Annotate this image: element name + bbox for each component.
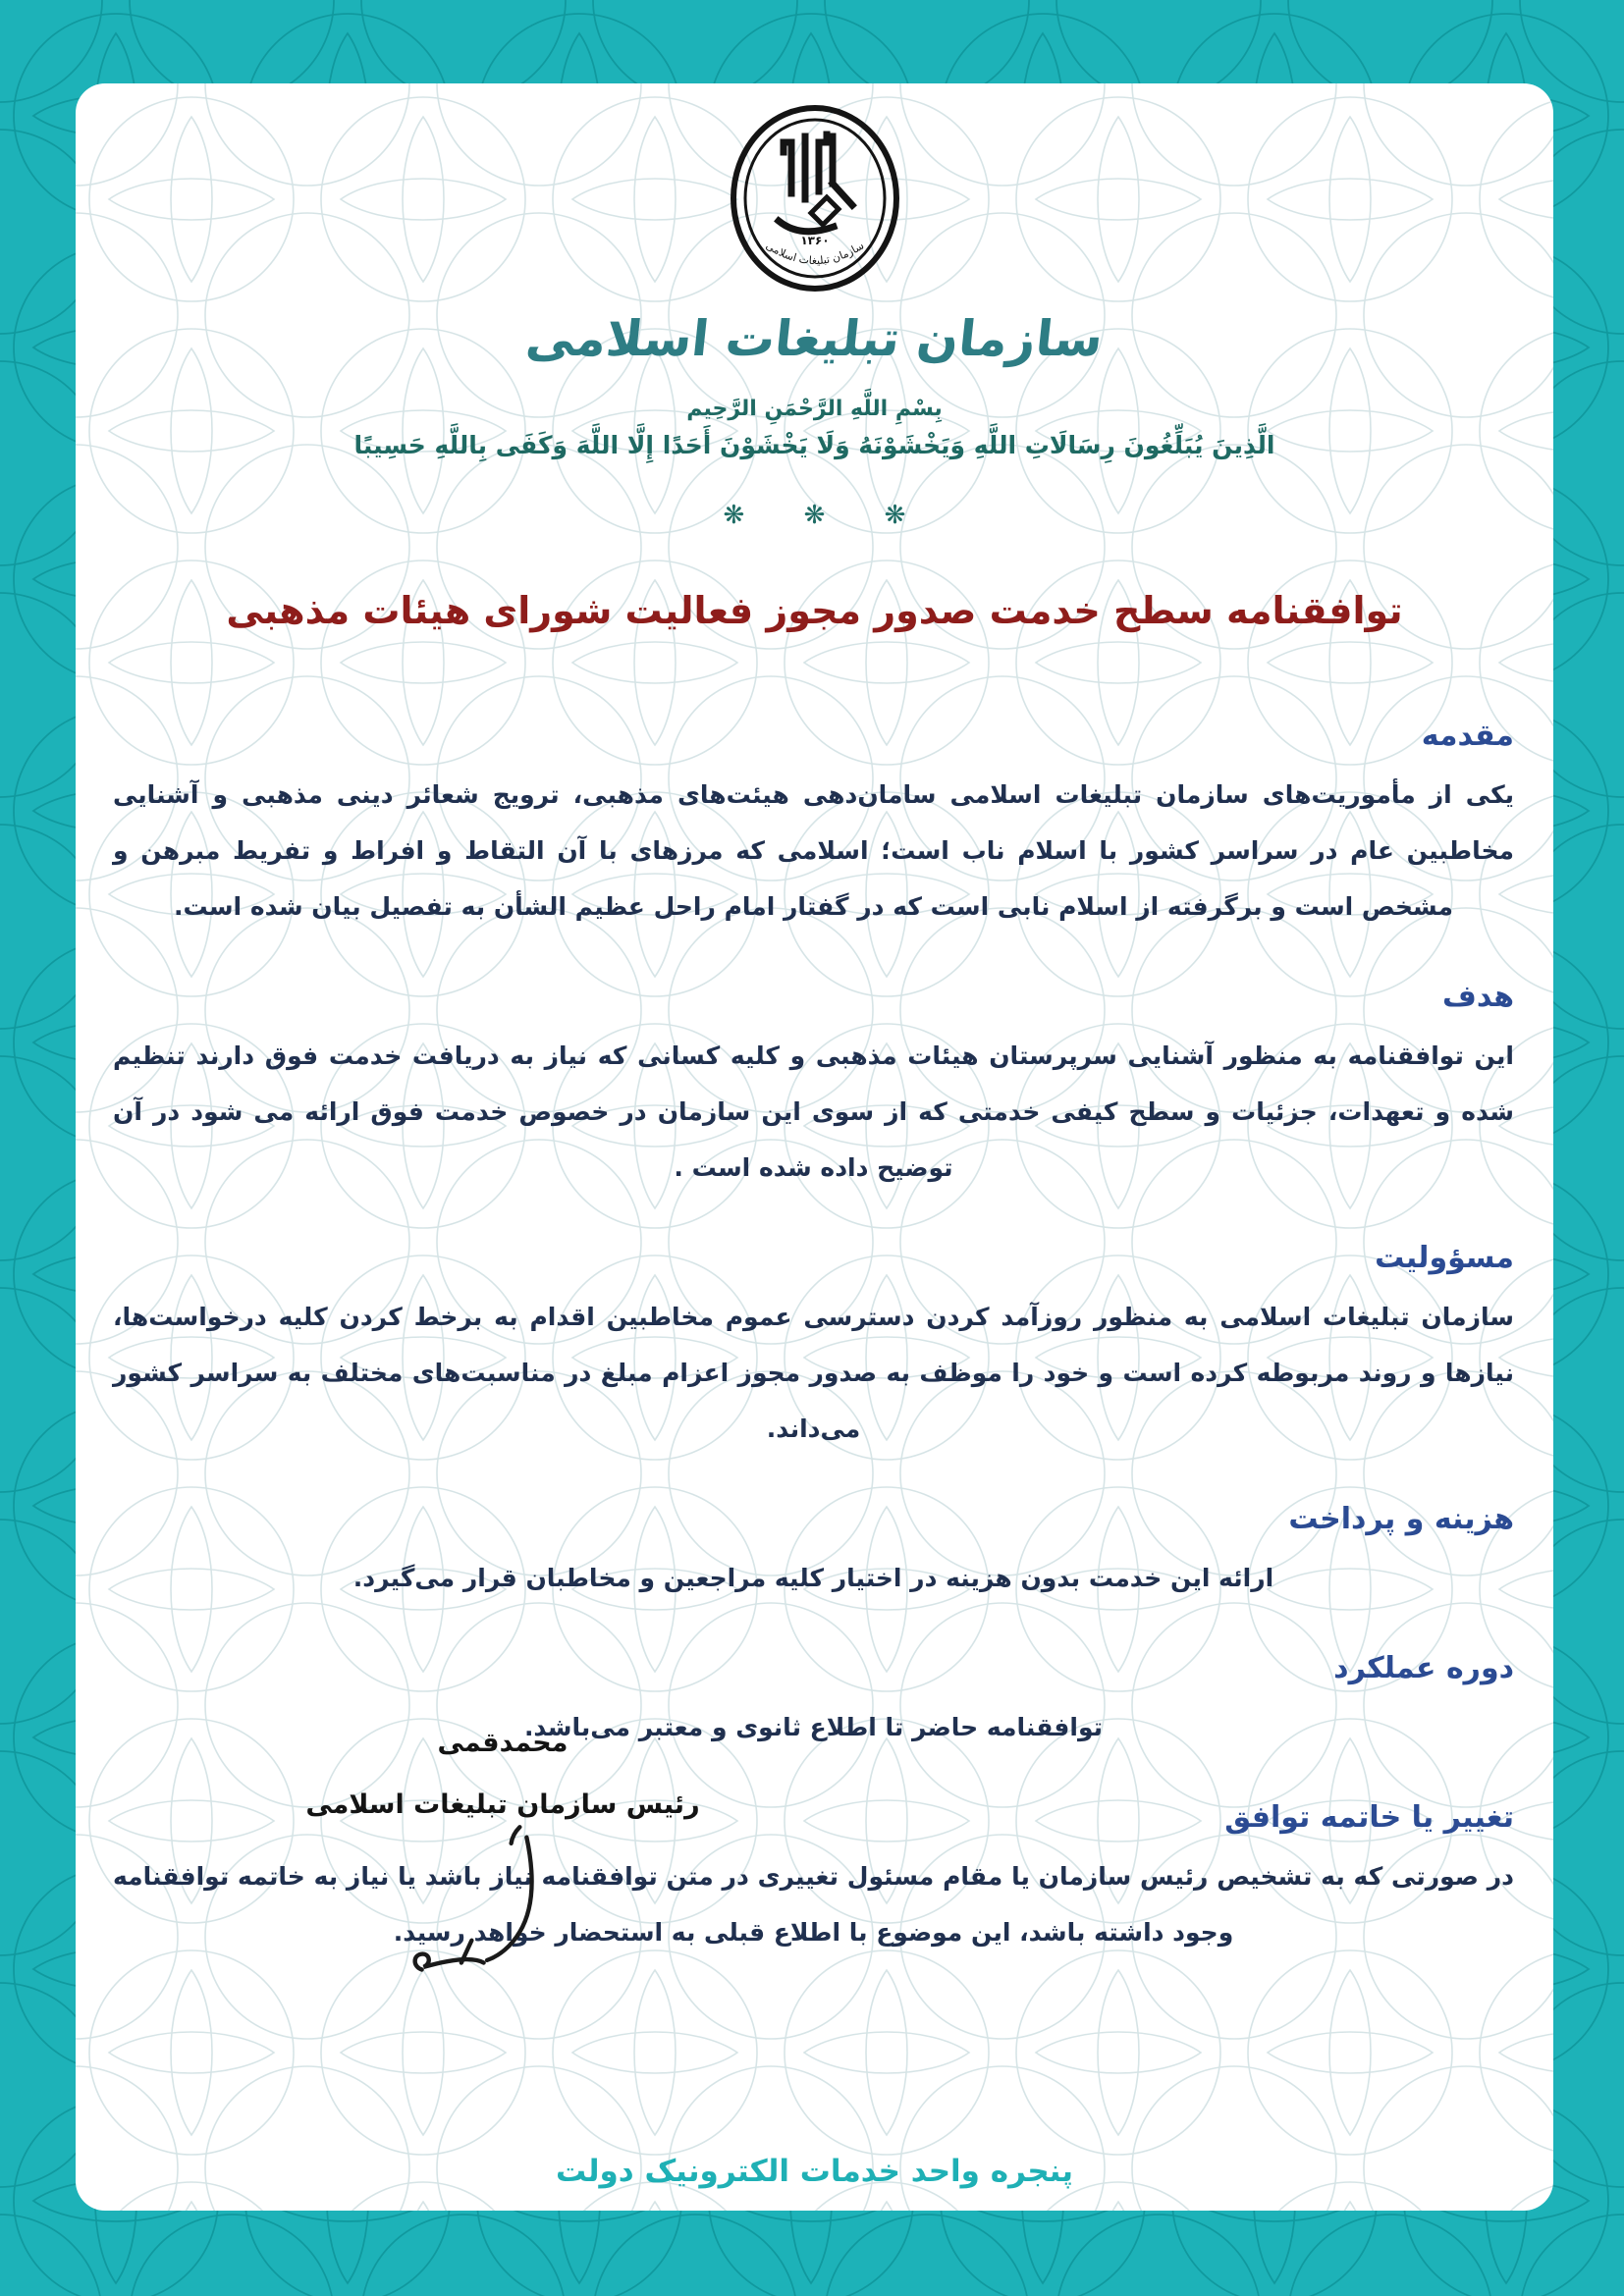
bismillah-text: بِسْمِ اللَّهِ الرَّحْمَنِ الرَّحِيم (686, 397, 943, 421)
section-heading: مقدمه (1421, 719, 1514, 753)
section-responsibility (113, 1241, 1514, 1457)
signature-block (277, 1728, 729, 1998)
section-body: این توافقنامه به منظور آشنایی سرپرستان هیئات مذهبی و کلیه کسانی که نیاز به دریافت خدمت فوق دارند تنظیم شده و تعهدات، جزئیات و سطح کیفی خدمتی که از سوی این سازمان در خصوص خدمت فوق ارائه می شود در آن توضیح داده شده است . (113, 1041, 1514, 1182)
section-heading: مسؤولیت (1375, 1241, 1514, 1275)
section-body: سازمان تبلیغات اسلامی به منظور روزآمد کردن دسترسی عموم مخاطبین اقدام به برخط کردن کلیه درخواست‌ها، نیازها و روند مربوطه کرده است و خود را موظف به صدور مجوز اعزام مبلغ در مناسبت‌های مختلف به سراسر کشور می‌داند. (113, 1303, 1514, 1443)
emblem-ring-text: سازمان تبلیغات اسلامی (763, 239, 866, 268)
emblem-year: ۱۳۶۰ (799, 234, 830, 247)
handwritten-signature-icon (385, 1822, 591, 1994)
quran-verse-text: الَّذِينَ يُبَلِّغُونَ رِسَالَاتِ اللَّهِ وَيَخْشَوْنَهُ وَلَا يَخْشَوْنَ أَحَدًا إِلَّا اللَّهَ وَكَفَى بِاللَّهِ حَسِيبًا (353, 431, 1275, 459)
section-introduction (113, 719, 1514, 934)
section-heading: دوره عملکرد (1333, 1651, 1514, 1685)
letter-sheet (76, 83, 1553, 2211)
signatory-name: محمدقمی (437, 1728, 568, 1758)
section-goal (113, 980, 1514, 1196)
section-cost-payment (113, 1502, 1514, 1606)
section-heading: هدف (1442, 980, 1514, 1014)
section-body: یکی از مأموریت‌های سازمان تبلیغات اسلامی سامان‌دهی هیئت‌های مذهبی، ترویج شعائر دینی مذهبی و آشنایی مخاطبین عام در سراسر کشور با اسلام ناب است؛ اسلامی که مرزهای با آن التقاط و افراط و تفریط مبرهن و مشخص است و برگرفته از اسلام نابی است که در گفتار امام راحل عظیم الشأن به تفصیل بیان شده است. (113, 780, 1514, 921)
org-name-calligraphy: سازمان تبلیغات اسلامی (522, 310, 1107, 367)
organization-emblem-logo (717, 95, 913, 306)
section-heading: تغییر یا خاتمه توافق (1224, 1800, 1514, 1835)
footer-egov-label: پنجره واحد خدمات الکترونیک دولت (556, 2154, 1073, 2189)
section-body: ارائه این خدمت بدون هزینه در اختیار کلیه مراجعین و مخاطبان قرار می‌گیرد. (352, 1564, 1274, 1592)
section-body: در صورتی که به تشخیص رئیس سازمان یا مقام مسئول تغییری در متن توافقنامه نیاز باشد یا نیاز به خاتمه توافقنامه وجود داشته باشد، این موضوع با اطلاع قبلی به استحضار خواهد رسید. (113, 1862, 1514, 1947)
section-body: توافقنامه حاضر تا اطلاع ثانوی و معتبر می‌باشد. (523, 1713, 1104, 1741)
document-title: توافقنامه سطح خدمت صدور مجوز فعالیت شورای هیئات مذهبی (226, 589, 1403, 632)
signatory-role: رئیس سازمان تبلیغات اسلامی (305, 1789, 700, 1820)
section-heading: هزینه و پرداخت (1288, 1502, 1514, 1536)
ornament-asterisks: ❋ ❋ ❋ (723, 501, 932, 530)
emblem-icon (717, 95, 913, 331)
